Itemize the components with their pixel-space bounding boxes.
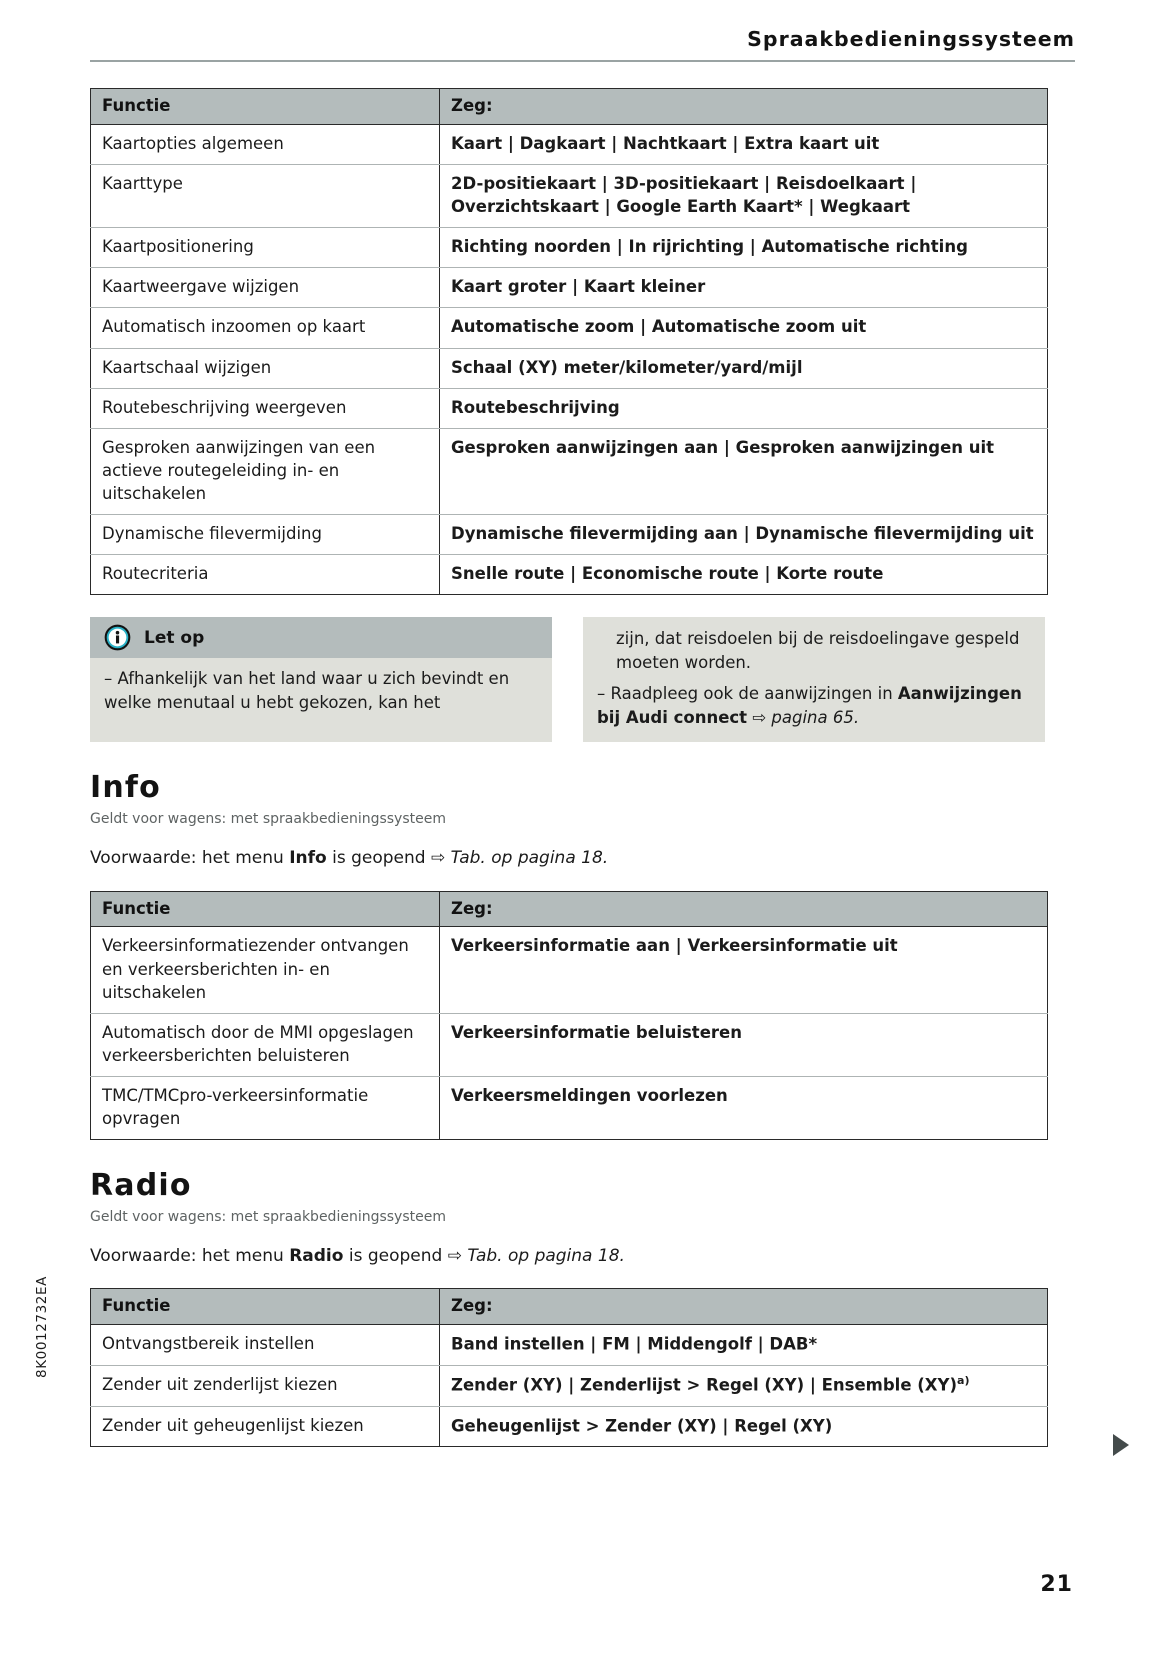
section-title-info: Info (90, 770, 161, 806)
note-continuation-text: zijn, dat reisdoelen bij de reisdoelingave gespeld moeten worden. (616, 629, 1020, 673)
section-condition-radio (90, 1244, 650, 1269)
radio-commands-table (90, 1288, 1048, 1447)
navigation-commands-table (90, 88, 1048, 595)
table-head (91, 89, 1048, 125)
cell-zeg: Kaart | Dagkaart | Nachtkaart | Extra kaart uit (440, 124, 1048, 164)
condition-prefix: Voorwaarde: het menu (90, 1245, 290, 1266)
table-row (91, 1406, 1048, 1447)
note-header (90, 617, 552, 658)
condition-reference: ⇨ Tab. op pagina 18. (430, 847, 609, 868)
section-radio (90, 1170, 1048, 1447)
table-row (91, 927, 1048, 1013)
cell-functie: Kaartschaal wijzigen (91, 348, 440, 388)
cell-zeg: Richting noorden | In rijrichting | Automatische richting (440, 228, 1048, 268)
document-code: 8K0012732EA (34, 1276, 50, 1378)
condition-suffix: is geopend (343, 1245, 448, 1266)
column-header-zeg: Zeg: (440, 891, 1048, 927)
cell-zeg: Automatische zoom | Automatische zoom uit (440, 308, 1048, 348)
section-subtitle-info: Geldt voor wagens: met spraakbedieningssysteem (90, 810, 446, 827)
table-header-row (91, 89, 1048, 125)
cell-functie: TMC/TMCpro-verkeersinformatie opvragen (91, 1076, 440, 1139)
table-head (91, 1289, 1048, 1325)
note-body-right (583, 617, 1045, 742)
table-row (91, 228, 1048, 268)
cell-functie: Automatisch inzoomen op kaart (91, 308, 440, 348)
note-list-item (597, 682, 1031, 731)
section-title-radio: Radio (90, 1168, 192, 1204)
cell-zeg: Kaart groter | Kaart kleiner (440, 268, 1048, 308)
table-row (91, 388, 1048, 428)
table-row (91, 1325, 1048, 1366)
cell-zeg (440, 1406, 1048, 1447)
cell-zeg: Dynamische filevermijding aan | Dynamische filevermijding uit (440, 515, 1048, 555)
table-header-row (91, 1289, 1048, 1325)
table-row (91, 555, 1048, 595)
cell-zeg: 2D-positiekaart | 3D-positiekaart | Reisdoelkaart | Overzichtskaart | Google Earth Kaart* | Wegkaart (440, 165, 1048, 228)
note-box (90, 617, 1048, 742)
note-item-reference: ⇨ pagina 65. (747, 707, 860, 727)
note-title: Let op (144, 627, 205, 648)
column-header-zeg: Zeg: (440, 89, 1048, 125)
cell-functie: Kaartweergave wijzigen (91, 268, 440, 308)
cell-functie: Kaartopties algemeen (91, 124, 440, 164)
info-circle-icon (104, 624, 131, 651)
page-content (90, 88, 1048, 1447)
cell-zeg: Verkeersinformatie beluisteren (440, 1013, 1048, 1076)
cell-zeg: Gesproken aanwijzingen aan | Gesproken aanwijzingen uit (440, 428, 1048, 514)
condition-reference: ⇨ Tab. op pagina 18. (447, 1245, 625, 1266)
cell-functie: Zender uit geheugenlijst kiezen (91, 1406, 440, 1447)
table-body (91, 927, 1048, 1140)
table-row (91, 165, 1048, 228)
cell-zeg: Verkeersmeldingen voorlezen (440, 1076, 1048, 1139)
condition-suffix: is geopend (326, 847, 431, 868)
footnote-marker: a) (957, 1374, 970, 1388)
section-condition-info (90, 846, 650, 871)
note-list-item: – Afhankelijk van het land waar u zich bevindt en welke menutaal u hebt gekozen, kan het (104, 669, 510, 713)
info-commands-table (90, 891, 1048, 1141)
page-header-title: Spraakbedieningssysteem (747, 27, 1075, 51)
cell-functie: Gesproken aanwijzingen van een actieve routegeleiding in- en uitschakelen (91, 428, 440, 514)
table-head (91, 891, 1048, 927)
section-info (90, 772, 1048, 1140)
cell-zeg (440, 1325, 1048, 1366)
table-row (91, 124, 1048, 164)
note-column-right (583, 617, 1045, 742)
condition-prefix: Voorwaarde: het menu (90, 847, 290, 868)
cell-functie: Verkeersinformatiezender ontvangen en verkeersberichten in- en uitschakelen (91, 927, 440, 1013)
cell-zeg: Snelle route | Economische route | Korte route (440, 555, 1048, 595)
column-header-zeg: Zeg: (440, 1289, 1048, 1325)
cell-functie: Zender uit zenderlijst kiezen (91, 1366, 440, 1407)
continuation-arrow-icon (1113, 1434, 1129, 1456)
table-row (91, 515, 1048, 555)
table-header-row (91, 891, 1048, 927)
section-subtitle-radio: Geldt voor wagens: met spraakbedieningssysteem (90, 1208, 446, 1225)
column-header-functie: Functie (91, 1289, 440, 1325)
cell-zeg-text: Geheugenlijst > Zender (XY) | Regel (XY) (451, 1416, 833, 1436)
table-row (91, 348, 1048, 388)
cell-functie: Routecriteria (91, 555, 440, 595)
cell-zeg-text: Band instellen | FM | Middengolf | DAB* (451, 1334, 818, 1354)
cell-zeg: Routebeschrijving (440, 388, 1048, 428)
page-number: 21 (1040, 1572, 1073, 1597)
column-header-functie: Functie (91, 891, 440, 927)
cell-functie: Kaartpositionering (91, 228, 440, 268)
note-body-left (90, 658, 552, 728)
note-item-prefix: – Raadpleeg ook de aanwijzingen in (597, 683, 898, 703)
page-header (90, 28, 1075, 62)
table-row (91, 428, 1048, 514)
table-row (91, 1366, 1048, 1407)
cell-functie: Dynamische filevermijding (91, 515, 440, 555)
cell-functie: Ontvangstbereik instellen (91, 1325, 440, 1366)
cell-functie: Kaarttype (91, 165, 440, 228)
table-body (91, 124, 1048, 594)
note-item-bold: Aanwijzingen bij Audi connect (597, 683, 1022, 727)
column-header-functie: Functie (91, 89, 440, 125)
cell-zeg (440, 1366, 1048, 1407)
cell-zeg-text: Zender (XY) | Zenderlijst > Regel (XY) | Ensemble (XY) (451, 1375, 958, 1395)
cell-functie: Routebeschrijving weergeven (91, 388, 440, 428)
cell-functie: Automatisch door de MMI opgeslagen verkeersberichten beluisteren (91, 1013, 440, 1076)
cell-zeg: Verkeersinformatie aan | Verkeersinformatie uit (440, 927, 1048, 1013)
header-divider (90, 60, 1075, 62)
condition-menu-name: Info (289, 847, 327, 868)
table-row (91, 1013, 1048, 1076)
table-row (91, 268, 1048, 308)
condition-menu-name: Radio (289, 1245, 344, 1266)
cell-zeg: Schaal (XY) meter/kilometer/yard/mijl (440, 348, 1048, 388)
note-column-left (90, 617, 552, 742)
table-row (91, 1076, 1048, 1139)
table-row (91, 308, 1048, 348)
table-body (91, 1325, 1048, 1447)
